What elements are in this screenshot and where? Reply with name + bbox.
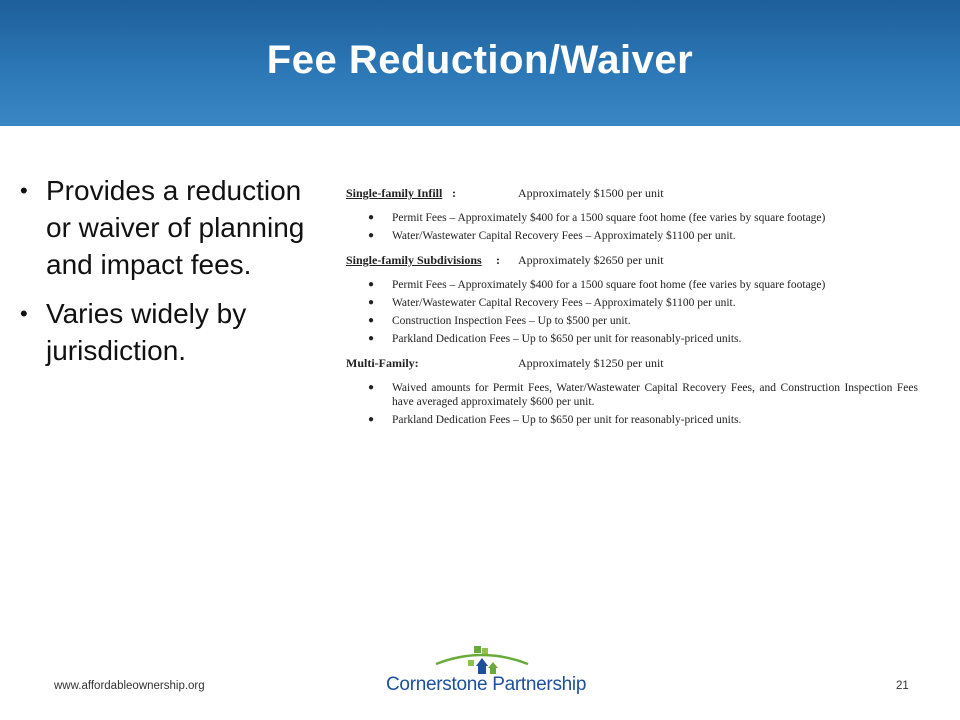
section-items bbox=[346, 211, 936, 243]
section-amount: Approximately $1500 per unit bbox=[518, 186, 664, 200]
bullet-dot-icon: ● bbox=[368, 230, 375, 241]
logo-house-icon bbox=[432, 642, 532, 676]
bullet-list bbox=[20, 172, 330, 381]
section-colon: : bbox=[452, 186, 456, 200]
fee-document-excerpt bbox=[346, 186, 936, 437]
section-header bbox=[346, 253, 936, 270]
section-amount: Approximately $1250 per unit bbox=[518, 356, 664, 370]
logo-text: Cornerstone Partnership bbox=[386, 674, 587, 695]
section-name: Single-family Infill bbox=[346, 186, 443, 200]
list-item: ● Waived amounts for Permit Fees, Water/Wastewater Capital Recovery Fees, and Construction Inspection Fees have averaged approximately $600 per unit. bbox=[368, 382, 918, 408]
cornerstone-logo bbox=[382, 642, 587, 702]
section-name: Multi-Family: bbox=[346, 356, 419, 370]
bullet-dot-icon: • bbox=[20, 301, 28, 326]
list-item: ● Water/Wastewater Capital Recovery Fees – Approximately $1100 per unit. bbox=[368, 230, 736, 242]
list-item: ● Permit Fees – Approximately $400 for a 1500 square foot home (fee varies by square footage) bbox=[368, 279, 826, 291]
footer-url: www.affordableownership.org bbox=[54, 680, 205, 692]
bullet-item bbox=[20, 172, 330, 283]
list-item: ● Permit Fees – Approximately $400 for a 1500 square foot home (fee varies by square footage) bbox=[368, 212, 826, 224]
section-colon: : bbox=[496, 253, 500, 267]
bullet-text: Varies widely by jurisdiction. bbox=[46, 298, 247, 366]
bullet-text: Provides a reduction or waiver of planning and impact fees. bbox=[46, 175, 305, 280]
bullet-dot-icon: ● bbox=[368, 382, 375, 393]
list-item: ● Parkland Dedication Fees – Up to $650 per unit for reasonably-priced units. bbox=[368, 414, 742, 426]
section-header bbox=[346, 186, 936, 203]
section-items bbox=[346, 278, 936, 346]
section-items bbox=[346, 381, 936, 427]
page-number: 21 bbox=[896, 680, 909, 692]
bullet-dot-icon: ● bbox=[368, 333, 375, 344]
bullet-item bbox=[20, 295, 330, 369]
title-banner bbox=[0, 0, 960, 126]
list-item: ● Water/Wastewater Capital Recovery Fees – Approximately $1100 per unit. bbox=[368, 297, 736, 309]
bullet-dot-icon: ● bbox=[368, 414, 375, 425]
list-item: ● Construction Inspection Fees – Up to $500 per unit. bbox=[368, 315, 631, 327]
list-item: ● Parkland Dedication Fees – Up to $650 per unit for reasonably-priced units. bbox=[368, 333, 742, 345]
slide-title: Fee Reduction/Waiver bbox=[266, 38, 694, 82]
section-name: Single-family Subdivisions bbox=[346, 253, 482, 267]
bullet-dot-icon: ● bbox=[368, 315, 375, 326]
bullet-dot-icon: • bbox=[20, 178, 28, 203]
bullet-dot-icon: ● bbox=[368, 279, 375, 290]
bullet-dot-icon: ● bbox=[368, 297, 375, 308]
section-header bbox=[346, 356, 936, 373]
section-amount: Approximately $2650 per unit bbox=[518, 253, 664, 267]
bullet-dot-icon: ● bbox=[368, 212, 375, 223]
